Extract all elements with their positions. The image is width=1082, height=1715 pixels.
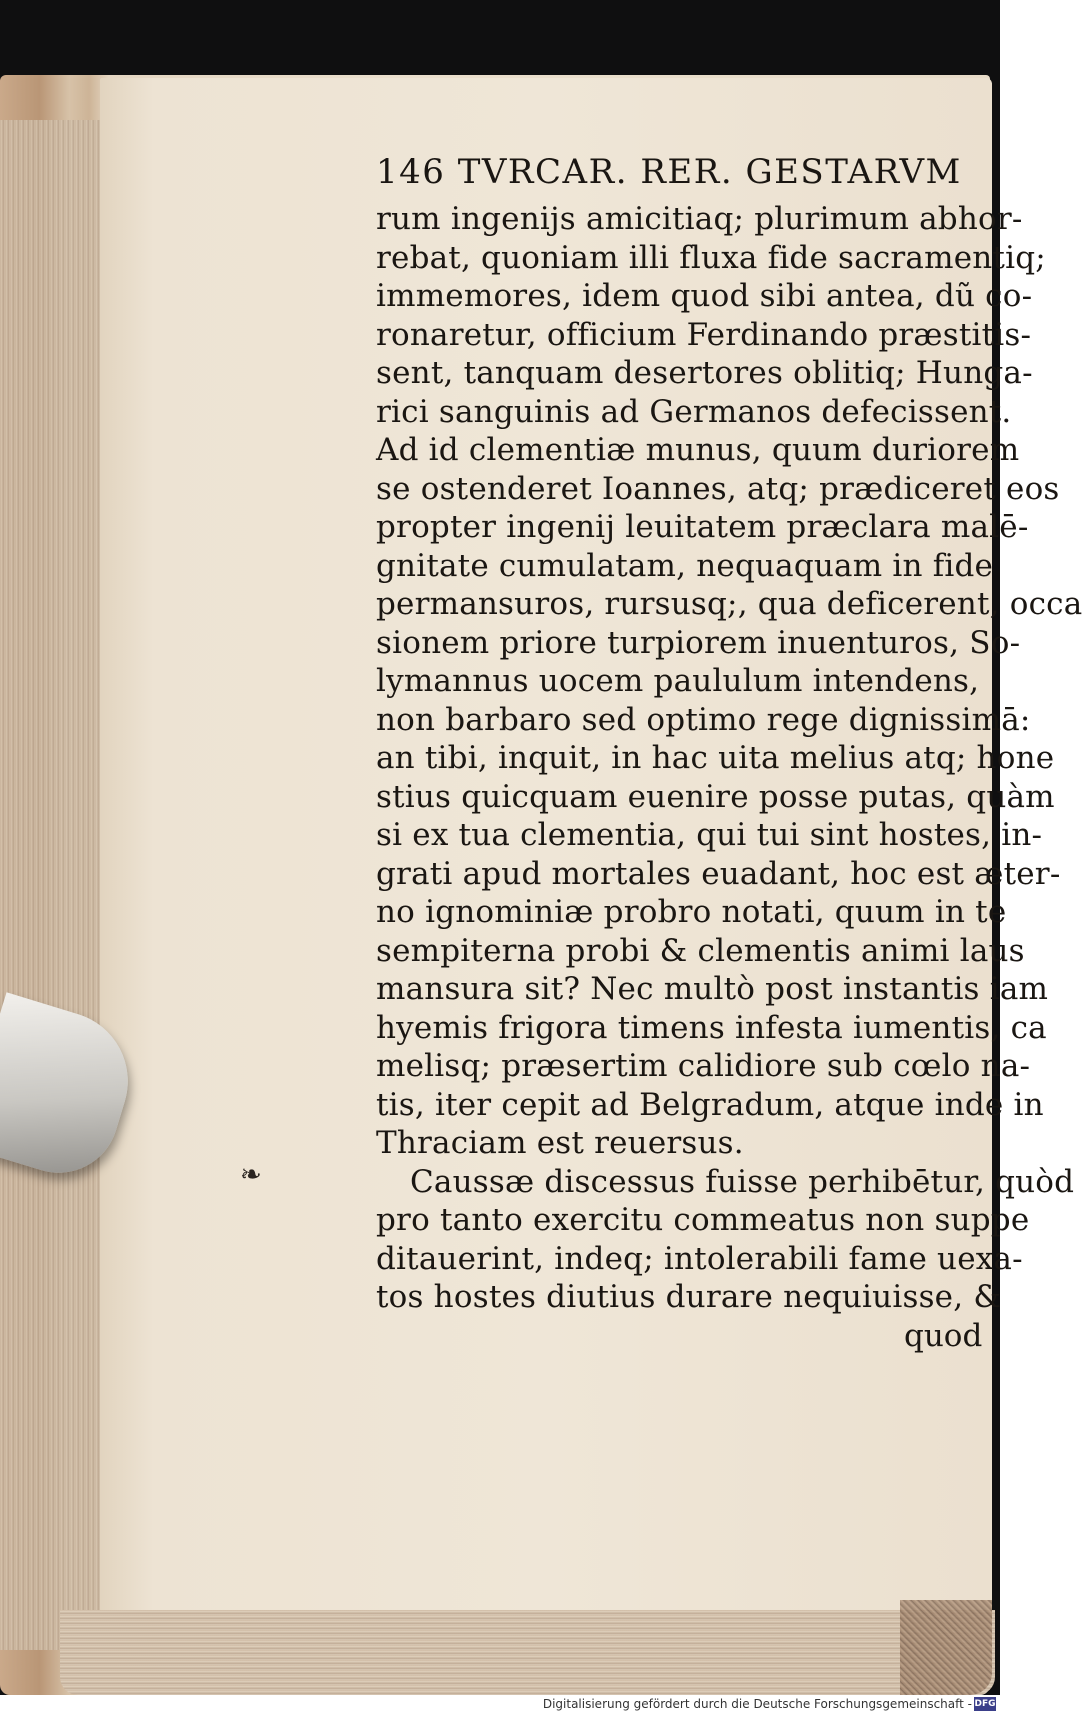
catchword: quod xyxy=(904,1318,983,1354)
text-line: ronaretur, officium Ferdinando præstitis- xyxy=(376,316,1032,353)
margin-mark: ❧ xyxy=(240,1160,262,1190)
text-line: sent, tanquam desertores oblitiq; Hunga- xyxy=(376,355,1033,391)
text-line: immemores, idem quod sibi antea, dũ co- xyxy=(376,278,1033,314)
text-line: grati apud mortales euadant, hoc est æter- xyxy=(376,855,1061,892)
text-line: mansura sit? Nec multò post instantis iam xyxy=(376,971,1049,1007)
text-line: stius quicquam euenire posse putas, quàm xyxy=(376,778,1055,815)
book-corner xyxy=(900,1600,992,1695)
text-line: ditauerint, indeq; intolerabili fame uexa- xyxy=(376,1240,1023,1277)
page-edges-left xyxy=(0,120,100,1650)
text-line: Caussæ discessus fuisse perhibētur, quòd xyxy=(410,1163,1075,1200)
text-line: sempiterna probi & clementis animi laus xyxy=(376,932,1025,969)
dfg-logo: DFG xyxy=(974,1699,996,1709)
text-line: no ignominiæ probro notati, quum in te xyxy=(376,894,1007,930)
text-line: rici sanguinis ad Germanos defecissent. xyxy=(376,393,1012,430)
text-line: non barbaro sed optimo rege dignissimā: xyxy=(376,701,1031,738)
text-line: tis, iter cepit ad Belgradum, atque inde in xyxy=(376,1086,1044,1123)
text-line: propter ingenij leuitatem præclara malē- xyxy=(376,509,1029,545)
text-line: Thraciam est reuersus. xyxy=(376,1125,744,1161)
running-head: 146 TVRCAR. RER. GESTARVM xyxy=(376,152,962,192)
text-line: sionem priore turpiorem inuenturos, So- xyxy=(376,624,1021,661)
text-line: tos hostes diutius durare nequiuisse, & xyxy=(376,1279,1002,1315)
text-line: hyemis frigora timens infesta iumentis, ca xyxy=(376,1009,1047,1046)
text-line: rebat, quoniam illi fluxa fide sacramentiq; xyxy=(376,239,1046,276)
text-line: melisq; præsertim calidiore sub cœlo na- xyxy=(376,1048,1031,1084)
text-line: se ostenderet Ioannes, atq; prædiceret eos xyxy=(376,470,1060,507)
text-line: Ad id clementiæ munus, quum duriorem xyxy=(376,432,1020,468)
text-block xyxy=(376,150,1082,1370)
text-line: gnitate cumulatam, nequaquam in fide xyxy=(376,547,994,584)
footer-credit: Digitalisierung gefördert durch die Deutsche Forschungsgemeinschaft - xyxy=(542,1697,972,1711)
text-line: pro tanto exercitu commeatus non suppe xyxy=(376,1202,1030,1238)
text-line: permansuros, rursusq;, qua deficerent, occa xyxy=(376,586,1082,622)
page-edges-bottom xyxy=(60,1610,995,1695)
text-line: rum ingenijs amicitiaq; plurimum abhor- xyxy=(376,201,1023,237)
text-line: an tibi, inquit, in hac uita melius atq; hone xyxy=(376,740,1055,776)
text-line: si ex tua clementia, qui tui sint hostes, in- xyxy=(376,817,1043,853)
text-line: lymannus uocem paululum intendens, xyxy=(376,663,980,699)
